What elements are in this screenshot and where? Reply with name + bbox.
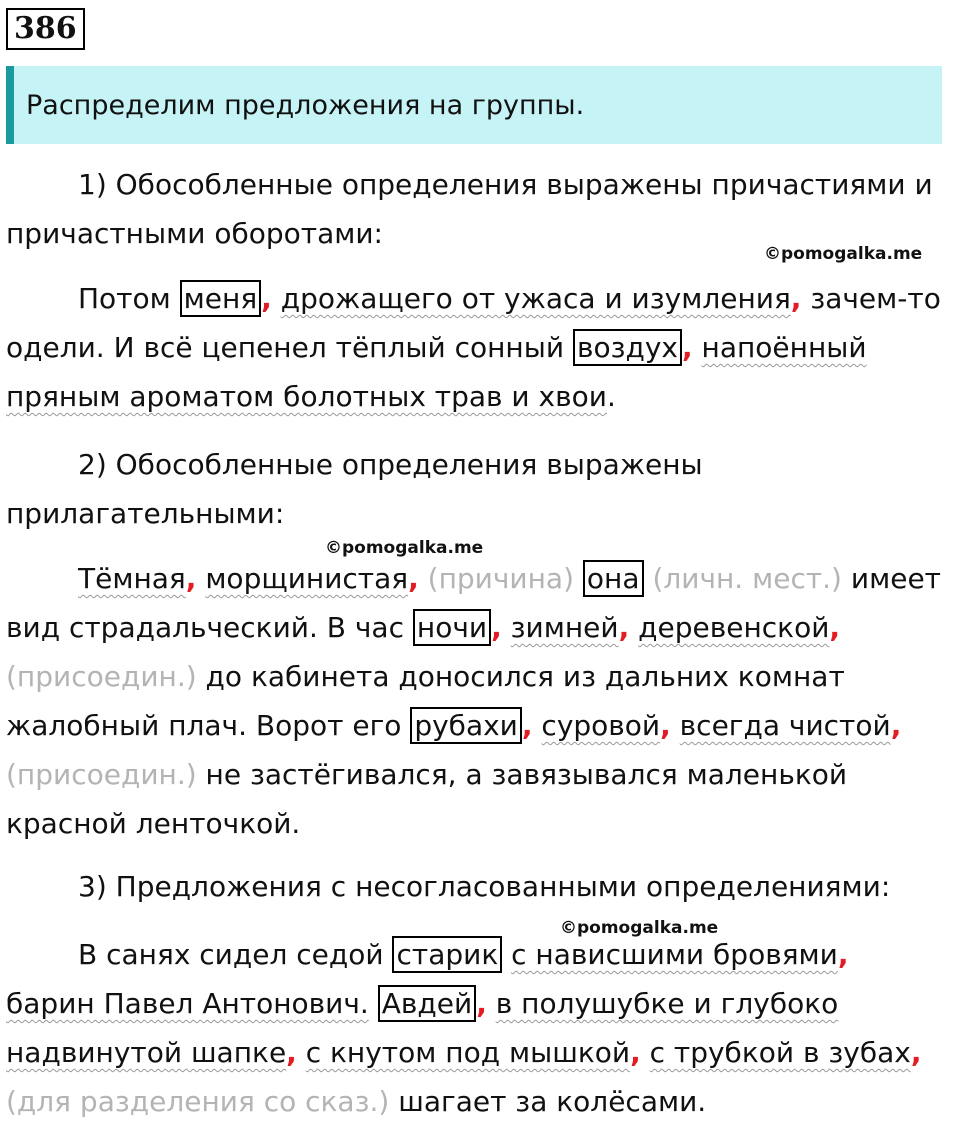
- paragraph-3: В санях сидел седой старик с нависшими бровями, барин Павел Антонович. Авдей , в полушубке и глубоко надвинутой шапке, с кнутом под мышкой, с трубкой в зубах, (для разделения со сказ.) шагает за колёсами.: [6, 938, 922, 1118]
- note: (причина): [427, 562, 575, 595]
- note: (для разделения со сказ.): [6, 1085, 390, 1118]
- note: (присоедин.): [6, 660, 197, 693]
- defined-word: старик: [392, 936, 502, 973]
- watermark: ©pomogalka.me: [325, 538, 484, 558]
- defined-word: воздух: [573, 329, 682, 366]
- watermark: ©pomogalka.me: [560, 918, 719, 938]
- defined-word: рубахи: [410, 707, 522, 744]
- section-banner: [6, 66, 942, 144]
- heading-1: 1) Обособленные определения выражены причастиями и причастными оборотами:: [6, 168, 933, 250]
- note: (личн. мест.): [652, 562, 842, 595]
- note: (присоедин.): [6, 758, 197, 791]
- exercise-number: 386: [6, 8, 85, 50]
- participial-phrase: дрожащего от ужаса и изумления: [280, 282, 791, 315]
- banner-text: Распределим предложения на группы.: [26, 89, 585, 121]
- defined-word: Авдей: [378, 985, 476, 1022]
- heading-2: 2) Обособленные определения выражены прилагательными:: [6, 448, 703, 530]
- participial-phrase: напоённый пряным ароматом болотных трав и хвои: [6, 331, 867, 413]
- defined-word: меня: [180, 280, 262, 317]
- heading-3: 3) Предложения с несогласованными определениями:: [78, 870, 891, 903]
- defined-word: она: [583, 560, 644, 597]
- defined-word: ночи: [413, 609, 491, 646]
- watermark: ©pomogalka.me: [764, 244, 923, 264]
- paragraph-1: Потом меня , дрожащего от ужаса и изумления, зачем-то одели. И всё цепенел тёплый сонный воздух , напоённый пряным ароматом болотных трав и хвои.: [6, 282, 941, 413]
- paragraph-2: Тёмная, морщинистая, (причина) она (личн. мест.) имеет вид страдальческий. В час ночи , зимней, деревенской, (присоедин.) до кабинета доносился из дальних комнат жалобный плач. Ворот его рубахи , суровой, всегда чистой, (присоедин.) не застёгивался, а завязывался маленькой красной ленточкой.: [6, 562, 941, 840]
